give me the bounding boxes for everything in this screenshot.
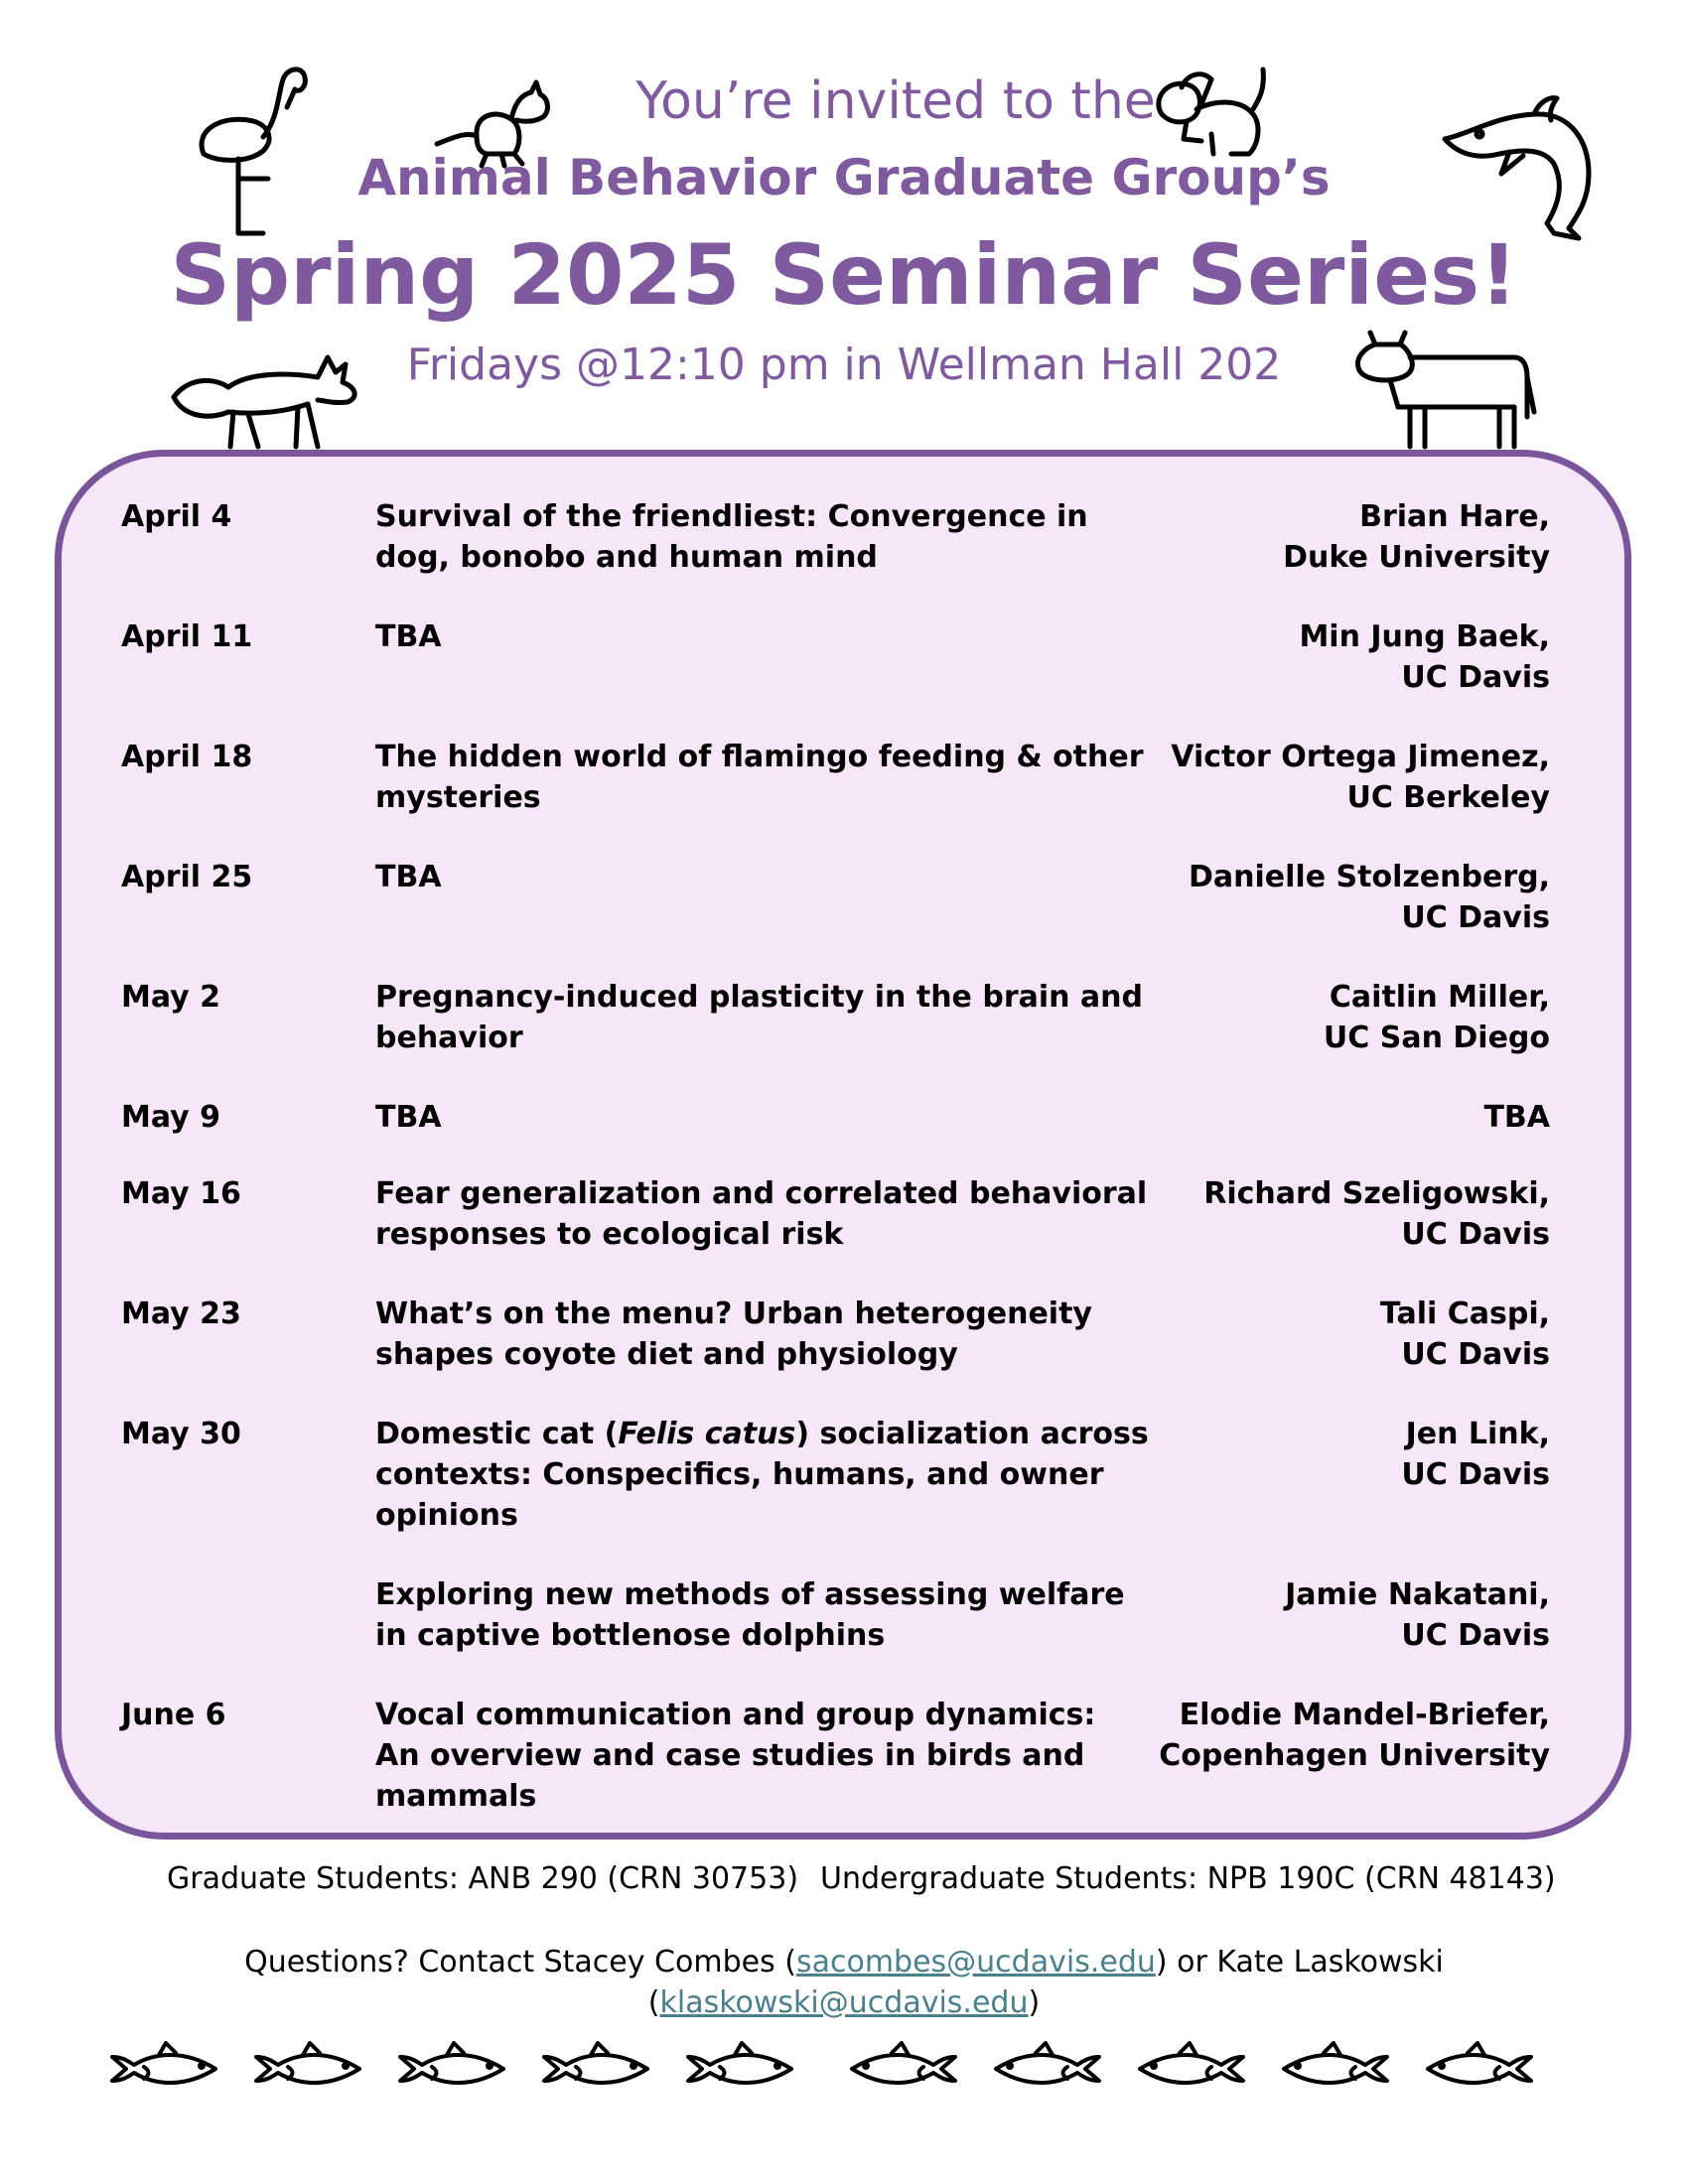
group-name: Animal Behavior Graduate Group’s: [357, 149, 1331, 206]
paren-close: ): [1028, 1985, 1041, 2020]
seminar-date: April 11: [121, 619, 253, 654]
paren-open: (: [647, 1985, 660, 2020]
speaker-affiliation: UC Berkeley: [1346, 780, 1550, 815]
invite-line: You’re invited to the: [635, 71, 1156, 131]
speaker-affiliation: UC Davis: [1401, 900, 1550, 935]
dolphin-icon: [1440, 94, 1604, 243]
fish-icon: [988, 2037, 1107, 2101]
speaker-name: Danielle Stolzenberg,: [1189, 860, 1550, 894]
seminar-speaker: [1093, 1294, 1550, 1375]
fish-icon: [536, 2037, 655, 2101]
species-name: Felis catus: [618, 1417, 796, 1451]
seminar-date: April 18: [121, 740, 253, 774]
fish-icon: [104, 2037, 223, 2101]
speaker-name: Elodie Mandel-Briefer,: [1179, 1698, 1550, 1732]
email-link-combes[interactable]: sacombes@ucdavis.edu: [795, 1945, 1156, 1979]
speaker-name: Caitlin Miller,: [1329, 980, 1550, 1015]
speaker-name: Tali Caspi,: [1379, 1297, 1550, 1331]
fish-icon: [1420, 2037, 1539, 2101]
title-text: ) socialization across contexts: Conspecifics, humans, and owner opinions: [375, 1417, 1149, 1533]
speaker-affiliation: UC San Diego: [1323, 1021, 1550, 1055]
seminar-date: May 16: [121, 1176, 241, 1211]
speaker-affiliation: UC Davis: [1401, 1618, 1550, 1653]
seminar-speaker: [1093, 977, 1550, 1058]
fish-icon: [680, 2037, 799, 2101]
speaker-affiliation: Copenhagen University: [1159, 1738, 1550, 1773]
page-title: Spring 2025 Seminar Series!: [170, 226, 1518, 324]
seminar-speaker: [1093, 1574, 1550, 1656]
fish-icon: [1132, 2037, 1251, 2101]
speaker-name: Richard Szeligowski,: [1203, 1176, 1550, 1211]
speaker-affiliation: UC Davis: [1401, 1217, 1550, 1252]
seminar-speaker: [1093, 857, 1550, 938]
seminar-title: Vocal communication and group dynamics: An overview and case studies in birds and mammals: [375, 1698, 1096, 1814]
title-text: Domestic cat (: [375, 1417, 619, 1451]
seminar-speaker: [1093, 1173, 1550, 1255]
seminar-speaker: [1093, 1097, 1550, 1138]
seminar-date: May 23: [121, 1297, 241, 1331]
fish-icon: [392, 2037, 511, 2101]
seminar-date: April 25: [121, 860, 253, 894]
undergraduate-course: Undergraduate Students: NPB 190C (CRN 48143): [820, 1861, 1556, 1896]
seminar-title: TBA: [375, 860, 442, 894]
seminar-date: June 6: [121, 1698, 226, 1732]
seminar-speaker: [1093, 496, 1550, 578]
seminar-speaker: [1093, 1414, 1550, 1495]
seminar-date: May 9: [121, 1100, 221, 1135]
seminar-title: Fear generalization and correlated behavioral responses to ecological risk: [375, 1176, 1148, 1252]
schedule-panel: [55, 450, 1631, 1840]
speaker-affiliation: UC Davis: [1401, 660, 1550, 695]
seminar-speaker: [1093, 616, 1550, 698]
seminar-title: TBA: [375, 1100, 442, 1135]
fox-icon: [169, 342, 362, 452]
speaker-name: Jamie Nakatani,: [1285, 1577, 1550, 1612]
speaker-name: Brian Hare,: [1359, 499, 1550, 534]
seminar-title: TBA: [375, 619, 442, 654]
seminar-date: April 4: [121, 499, 232, 534]
speaker-affiliation: UC Davis: [1401, 1337, 1550, 1372]
fish-icon: [248, 2037, 367, 2101]
contact-text: ) or Kate Laskowski: [1155, 1945, 1444, 1979]
seminar-title: [375, 1414, 1150, 1536]
seminar-speaker: [1093, 1695, 1550, 1776]
speaker-name: TBA: [1483, 1100, 1550, 1135]
seminar-title: Survival of the friendliest: Convergence in dog, bonobo and human mind: [375, 499, 1088, 575]
seminar-date: May 2: [121, 980, 221, 1015]
seminar-speaker: [1093, 737, 1550, 818]
speaker-name: Jen Link,: [1405, 1417, 1550, 1451]
speaker-name: Victor Ortega Jimenez,: [1171, 740, 1550, 774]
speaker-affiliation: UC Davis: [1401, 1457, 1550, 1492]
email-link-laskowski[interactable]: klaskowski@ucdavis.edu: [659, 1985, 1029, 2020]
fish-icon: [1276, 2037, 1395, 2101]
cow-icon: [1350, 323, 1539, 452]
speaker-name: Min Jung Baek,: [1299, 619, 1550, 654]
flamingo-icon: [184, 60, 313, 248]
dog-icon: [1142, 60, 1271, 169]
graduate-course: Graduate Students: ANB 290 (CRN 30753): [167, 1861, 799, 1896]
contact-info: [0, 1942, 1688, 2023]
contact-text: Questions? Contact Stacey Combes (: [244, 1945, 796, 1979]
schedule-subtitle: Fridays @12:10 pm in Wellman Hall 202: [406, 340, 1282, 390]
speaker-affiliation: Duke University: [1283, 540, 1550, 575]
seminar-title: What’s on the menu? Urban heterogeneity shapes coyote diet and physiology: [375, 1297, 1092, 1372]
seminar-title: Pregnancy-induced plasticity in the brain and behavior: [375, 980, 1144, 1055]
seminar-title: The hidden world of flamingo feeding & other mysteries: [375, 740, 1144, 815]
fish-border: [104, 2037, 1594, 2107]
cat-icon: [427, 74, 556, 174]
seminar-date: May 30: [121, 1417, 241, 1451]
fish-icon: [844, 2037, 963, 2101]
seminar-title: Exploring new methods of assessing welfare in captive bottlenose dolphins: [375, 1577, 1125, 1653]
